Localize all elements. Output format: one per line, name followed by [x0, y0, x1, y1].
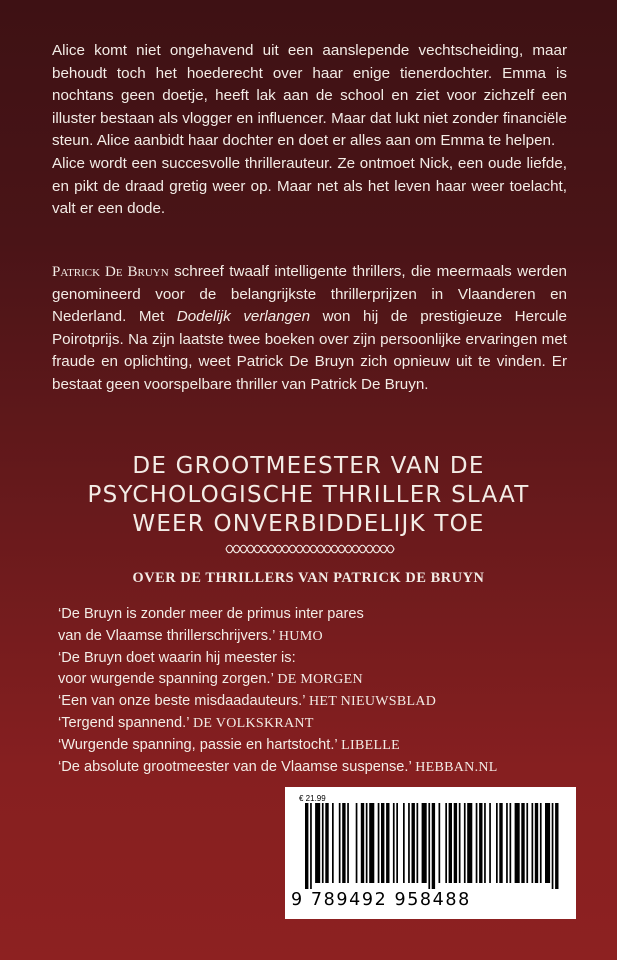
ornament-link	[359, 545, 366, 553]
ornament-link	[387, 545, 394, 553]
ornament-link	[373, 545, 380, 553]
barcode-bar	[439, 803, 441, 883]
bio-text-2: won hij de prestigieuze Hercule Poirotprijs. Na zijn laatste twee boeken over zijn persoonlijke ervaringen met fraude en oplichting, weet Patrick De Bruyn zich opnieuw uit te vinden. Er bestaat geen voorspelbare thriller van Patrick De Bruyn.	[52, 308, 567, 393]
review-item: ‘Een van onze beste misdaadauteurs.’ HET NIEUWSBLAD	[58, 693, 437, 710]
barcode-bar	[361, 803, 364, 883]
ornament-link	[338, 545, 345, 553]
author-bio	[52, 261, 567, 397]
barcode-bar	[515, 803, 520, 883]
barcode-bar	[342, 803, 345, 883]
ornament-link	[296, 545, 303, 553]
reviews-list	[58, 604, 578, 778]
blurb-paragraph-2: Alice wordt een succesvolle thrillerauteur. Ze ontmoet Nick, een oude liefde, en pikt de draad gretig weer op. Maar net als het leven haar weer toelacht, valt er een dode.	[52, 154, 567, 218]
barcode-bar	[315, 803, 320, 883]
barcode-bar	[381, 803, 384, 883]
barcode-bar	[489, 803, 491, 883]
barcode-bar	[408, 803, 410, 883]
ornament-link	[331, 545, 338, 553]
ornament-link	[247, 545, 254, 553]
barcode-bar	[526, 803, 528, 883]
barcode-bar	[454, 803, 457, 883]
barcode-bar	[555, 803, 558, 889]
barcode-bar	[476, 803, 478, 883]
headline-line-3: WEER ONVERBIDDELIJK TOE	[132, 511, 485, 537]
barcode-bar	[332, 803, 334, 883]
barcode-bar	[535, 803, 538, 883]
barcode-bar	[540, 803, 542, 883]
ornament-link	[240, 545, 247, 553]
barcode-bar	[325, 803, 328, 883]
barcode-bar	[467, 803, 472, 883]
bio-text-1: schreef twaalf intelligente thrillers, die meermaals werden genomineerd voor de belangrijkste thrillerprijzen in Vlaanderen en Nederland. Met	[52, 263, 567, 326]
barcode-bar	[484, 803, 486, 883]
review-source: HEBBAN.NL	[415, 759, 498, 775]
barcode-bar	[499, 803, 502, 883]
barcode-bar	[496, 803, 498, 883]
ornament-link	[289, 545, 296, 553]
review-source: LIBELLE	[341, 737, 400, 753]
barcode-bar	[305, 803, 308, 889]
barcode-bar	[347, 803, 349, 883]
barcode-bar	[339, 803, 341, 883]
review-item: ‘De Bruyn is zonder meer de primus inter pares	[58, 606, 364, 622]
review-item-cont: van de Vlaamse thrillerschrijvers.’ HUMO	[58, 627, 323, 644]
barcode-bar	[459, 803, 461, 883]
author-name: Patrick De Bruyn	[52, 264, 169, 280]
ornament-link	[261, 545, 268, 553]
headline	[40, 452, 577, 539]
barcode-bar	[428, 803, 430, 889]
ornament-link	[345, 545, 352, 553]
blurb-paragraph-1: Alice komt niet ongehavend uit een aanslepende vechtscheiding, maar behoudt toch het hoederecht over haar enige tienerdochter. Emma is nochtans geen doetje, heeft lak aan de school en ziet voor zichzelf een illuster bestaan als vlogger en influencer. Maar dat lukt niet zonder financiële steun. Alice aanbidt haar dochter en doet er alles aan om Emma te helpen.	[52, 42, 567, 150]
barcode-bar	[545, 803, 550, 883]
ornament-link	[366, 545, 373, 553]
barcode-bar	[393, 803, 395, 883]
barcode-bar	[310, 803, 312, 889]
barcode-bar	[532, 803, 534, 883]
headline-line-2: PSYCHOLOGISCHE THRILLER SLAAT	[87, 482, 530, 508]
barcode-bar	[445, 803, 447, 883]
back-cover-blurb	[52, 40, 567, 221]
ornament-link	[380, 545, 387, 553]
ornament-link	[226, 545, 233, 553]
ornament-link	[303, 545, 310, 553]
ornament-link	[352, 545, 359, 553]
review-source: HET NIEUWSBLAD	[308, 694, 437, 710]
barcode-bar	[432, 803, 435, 889]
barcode-bar	[521, 803, 524, 883]
barcode-bar	[366, 803, 368, 883]
barcode-bar	[479, 803, 482, 883]
barcode-bar	[369, 803, 374, 883]
review-item-cont: voor wurgende spanning zorgen.’ DE MORGEN	[58, 671, 363, 688]
book-title: Dodelijk verlangen	[176, 308, 311, 326]
ornament-link	[282, 545, 289, 553]
barcode-bar	[403, 803, 405, 883]
barcode-label	[285, 787, 576, 919]
barcode-bar	[464, 803, 466, 883]
headline-line-1: DE GROOTMEESTER VAN DE	[132, 453, 485, 479]
isbn-number: 9 789492 958488	[291, 890, 471, 910]
review-item: ‘Tergend spannend.’ DE VOLKSKRANT	[58, 714, 314, 731]
barcode-bar	[322, 803, 324, 883]
barcode-bar	[386, 803, 389, 883]
ornament-divider	[223, 543, 395, 555]
ornament-link	[324, 545, 331, 553]
ornament-link	[268, 545, 275, 553]
review-item: ‘De Bruyn doet waarin hij meester is:	[58, 649, 296, 666]
review-item: ‘De absolute grootmeester van de Vlaamse suspense.’ HEBBAN.NL	[58, 758, 498, 775]
ornament-link	[254, 545, 261, 553]
ornament-link	[275, 545, 282, 553]
barcode-bar	[412, 803, 415, 883]
barcode-bar	[506, 803, 508, 883]
review-item: ‘Wurgende spanning, passie en hartstocht.’ LIBELLE	[58, 736, 400, 753]
reviews-title: OVER DE THRILLERS VAN PATRICK DE BRUYN	[132, 570, 485, 586]
ornament-link	[233, 545, 240, 553]
review-source: DE MORGEN	[277, 672, 363, 688]
barcode-bar	[417, 803, 419, 883]
review-source: DE VOLKSKRANT	[192, 715, 314, 731]
barcode-bar	[396, 803, 398, 883]
barcode-bar	[356, 803, 358, 883]
ornament-link	[317, 545, 324, 553]
barcode-bar	[449, 803, 452, 883]
price-label: € 21.99	[299, 794, 326, 803]
barcode-bar	[552, 803, 554, 889]
ornament-link	[310, 545, 317, 553]
barcode-bar	[378, 803, 380, 883]
review-source: HUMO	[278, 628, 323, 644]
barcode-bar	[510, 803, 512, 883]
barcode-bar	[422, 803, 427, 883]
